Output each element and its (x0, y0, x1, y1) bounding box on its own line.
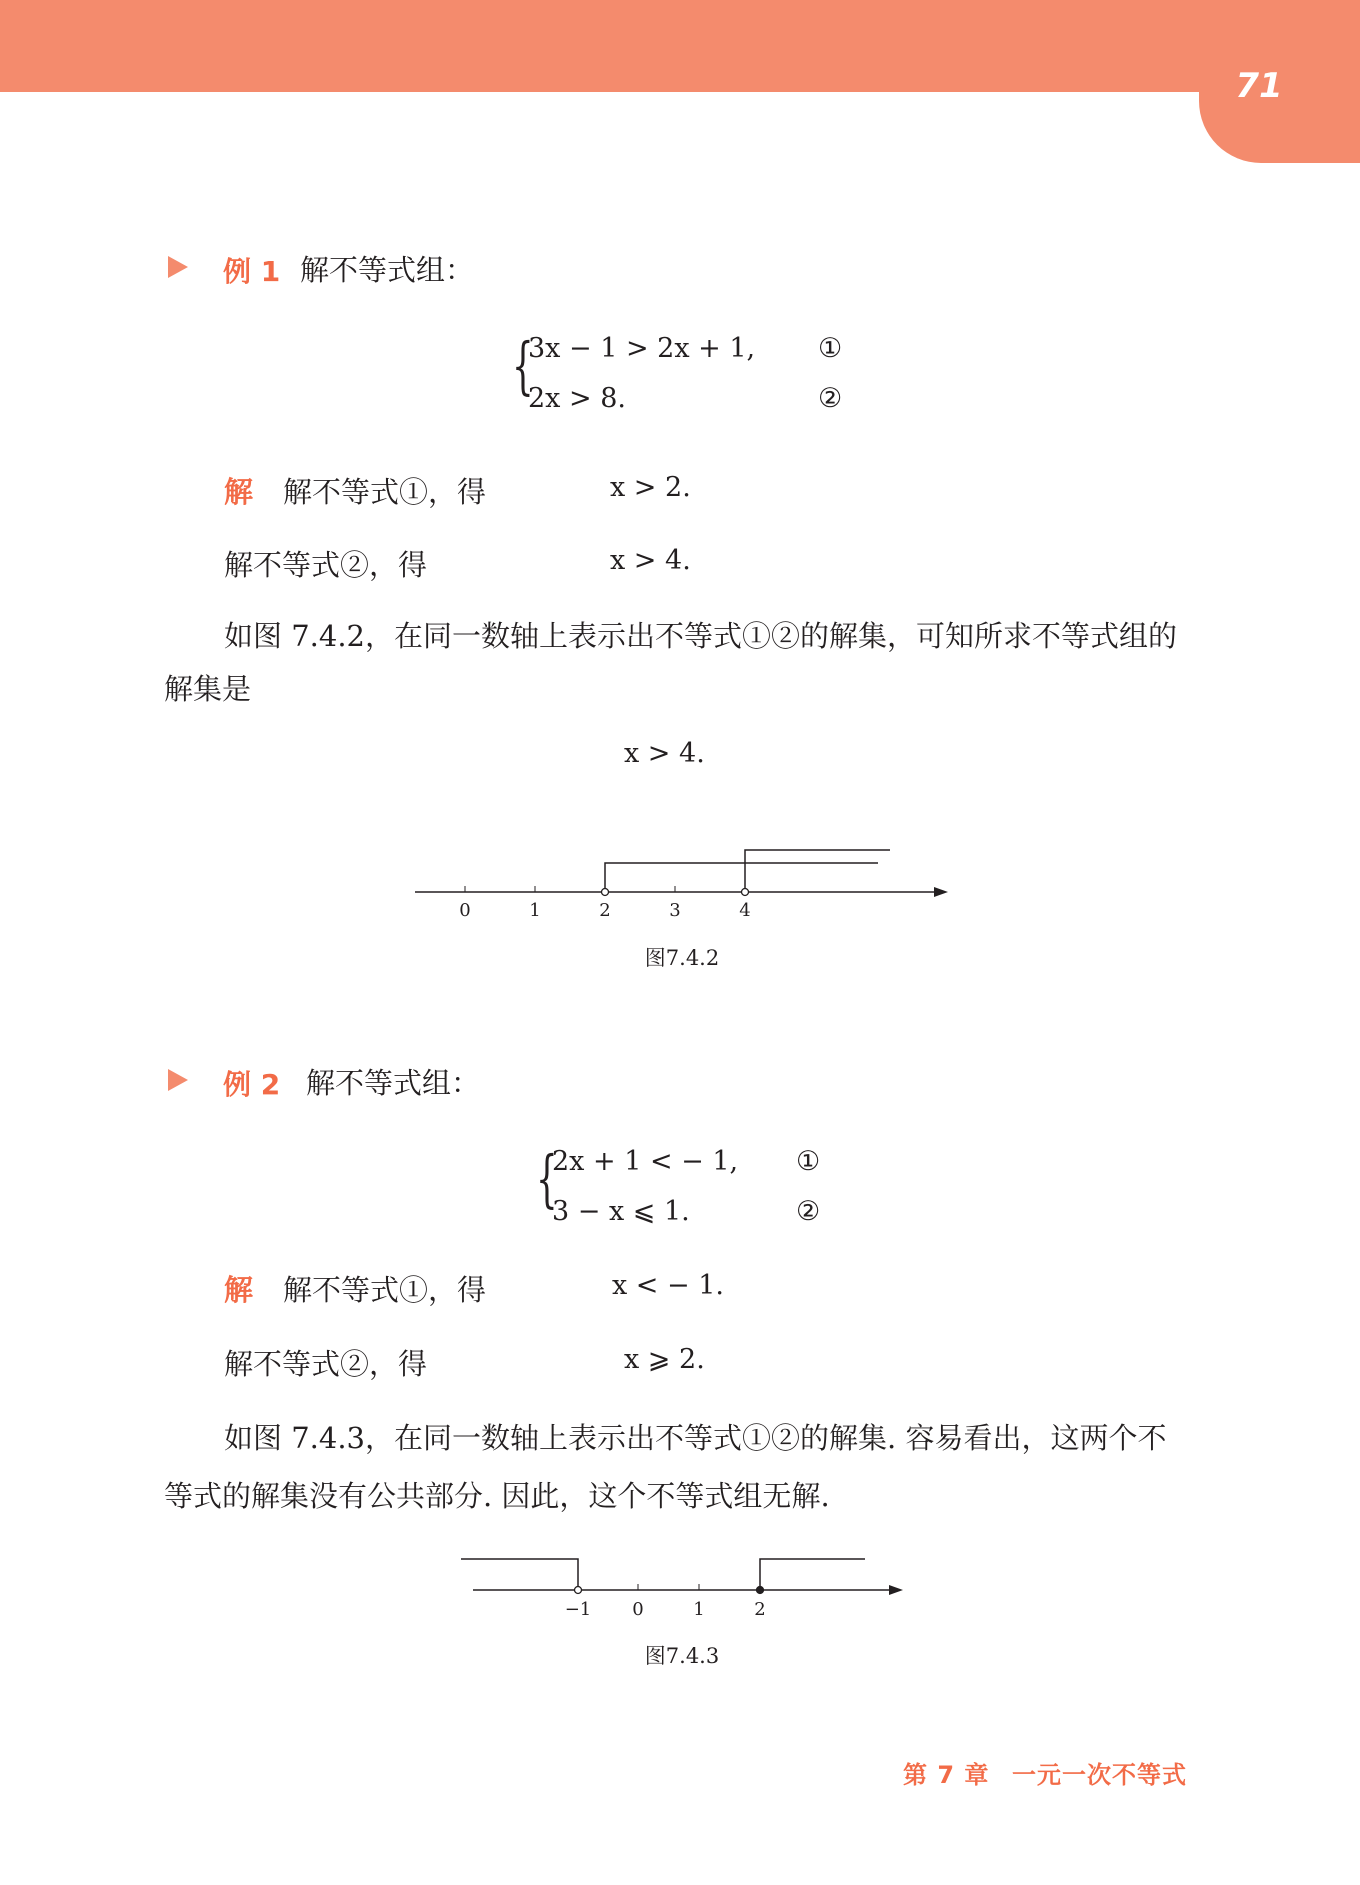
ex1-solution-label: 解 (224, 475, 254, 509)
open-point (575, 1587, 582, 1594)
ex2-solution-step-2: 解不等式②，得 (224, 1347, 428, 1381)
ex2-step-1-result: x < − 1. (612, 1270, 724, 1301)
ex1-mark-1: ① (818, 333, 843, 364)
axis-arrow-icon (934, 887, 948, 897)
ex2-inequality-2: 3 − x ⩽ 1. (552, 1196, 690, 1227)
tick-label: 0 (459, 900, 471, 920)
tick-label: 2 (599, 900, 611, 920)
tick-label: 2 (754, 1599, 766, 1620)
ex1-step-1-result: x > 2. (610, 472, 691, 503)
solution-ray-x-ge-2 (760, 1559, 865, 1590)
ex1-step-2-result: x > 4. (610, 545, 691, 576)
ex2-paragraph-line-1: 如图 7.4.3，在同一数轴上表示出不等式①②的解集. 容易看出，这两个不 (224, 1421, 1167, 1455)
tick-label: 1 (693, 1599, 705, 1620)
solution-ray-x-gt-2 (605, 863, 878, 892)
ex2-paragraph-line-2: 等式的解集没有公共部分. 因此，这个不等式组无解. (164, 1479, 830, 1513)
ex2-mark-1: ① (796, 1146, 821, 1177)
brace-icon: { (536, 1142, 558, 1215)
triangle-marker-icon (168, 1069, 188, 1091)
tick-label: 0 (632, 1599, 644, 1620)
solution-ray-x-gt-4 (745, 850, 890, 892)
tick-label: 4 (739, 900, 751, 920)
triangle-marker-icon (168, 256, 188, 278)
footer-chapter: 第 7 章 (903, 1761, 990, 1789)
ex1-inequality-1: 3x − 1 > 2x + 1, (528, 333, 756, 364)
closed-point (757, 1587, 764, 1594)
figure-1-caption: 图7.4.2 (644, 946, 720, 970)
ex1-mark-2: ② (818, 383, 843, 414)
example-1-title: 解不等式组： (300, 253, 475, 287)
ex1-final-answer: x > 4. (624, 738, 705, 769)
brace-icon: { (512, 329, 534, 402)
solution-ray-x-lt-neg1 (461, 1559, 578, 1590)
tick-label: 3 (669, 900, 681, 920)
example-1-label: 例 1 (223, 255, 281, 288)
ex2-solution-step-1: 解不等式①，得 (283, 1273, 487, 1307)
ex1-inequality-2: 2x > 8. (528, 383, 626, 414)
open-point (602, 889, 609, 896)
ex1-paragraph-line-1: 如图 7.4.2，在同一数轴上表示出不等式①②的解集，可知所求不等式组的 (224, 619, 1178, 653)
figure-2-caption: 图7.4.3 (644, 1644, 720, 1668)
number-line-figure-2 (455, 1545, 915, 1625)
footer-title: 一元一次不等式 (1012, 1761, 1187, 1789)
tick-label: −1 (564, 1599, 592, 1620)
ex2-solution-label: 解 (224, 1273, 254, 1307)
open-point (742, 889, 749, 896)
axis-arrow-icon (889, 1585, 903, 1595)
number-line-figure-1 (400, 840, 960, 920)
ex1-paragraph-line-2: 解集是 (164, 672, 252, 706)
header-bar (0, 0, 1360, 92)
example-2-title: 解不等式组： (306, 1066, 481, 1100)
example-2-label: 例 2 (223, 1068, 281, 1101)
page-number: 71 (1235, 66, 1283, 106)
ex2-inequality-1: 2x + 1 < − 1, (552, 1146, 739, 1177)
ex2-mark-2: ② (796, 1196, 821, 1227)
ex1-solution-step-1: 解不等式①，得 (283, 475, 487, 509)
tick-label: 1 (529, 900, 541, 920)
ex1-solution-step-2: 解不等式②，得 (224, 548, 428, 582)
ex2-step-2-result: x ⩾ 2. (624, 1344, 705, 1375)
